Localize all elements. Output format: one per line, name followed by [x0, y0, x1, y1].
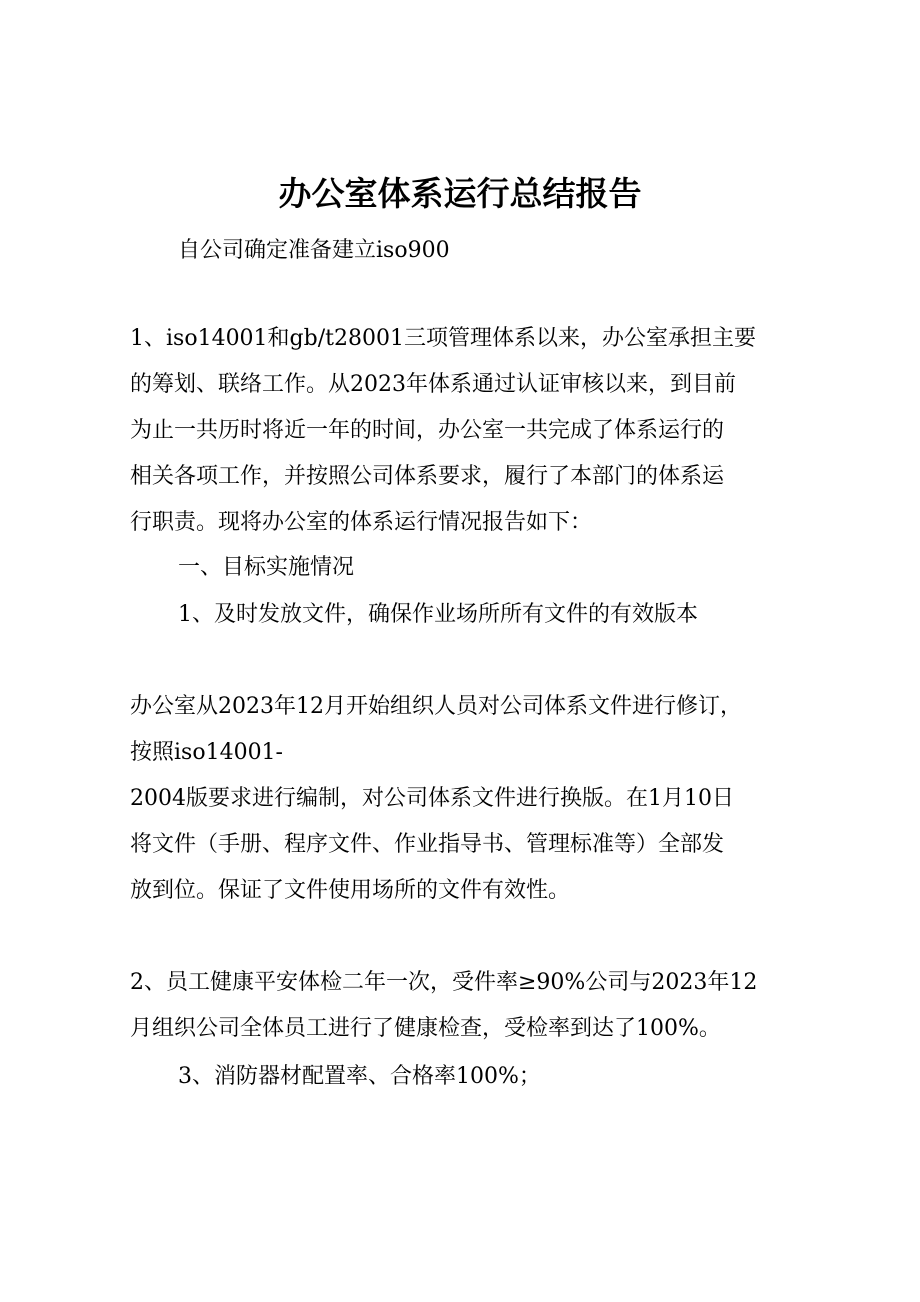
subtitle-line: [130, 228, 843, 274]
paragraph-line: 的筹划、联络工作。从2023年体系通过认证审核以来，到目前: [130, 372, 736, 397]
paragraph-line: 1、iso14001和gb/t28001三项管理体系以来，办公室承担主要: [130, 326, 756, 351]
item-heading: [130, 592, 843, 638]
document-title: 办公室体系运行总结报告: [278, 174, 642, 213]
paragraph-line: 按照iso14001-: [130, 740, 283, 765]
section-heading: [130, 545, 843, 591]
item-heading-text: 1、及时发放文件，确保作业场所所有文件的有效版本: [178, 602, 698, 627]
paragraph-revision: [130, 684, 795, 914]
paragraph-line: 放到位。保证了文件使用场所的文件有效性。: [130, 878, 571, 903]
item-text: 3、消防器材配置率、合格率100%；: [178, 1064, 541, 1089]
paragraph-line: 行职责。现将办公室的体系运行情况报告如下：: [130, 510, 593, 535]
paragraph-line: 2004版要求进行编制，对公司体系文件进行换版。在1月10日: [130, 786, 734, 811]
paragraph-line: 为止一共历时将近一年的时间，办公室一共完成了体系运行的: [130, 418, 725, 443]
subtitle-text: 自公司确定准备建立iso900: [178, 238, 450, 263]
paragraph-line: 将文件（手册、程序文件、作业指导书、管理标准等）全部发: [130, 832, 725, 857]
paragraph-line: 相关各项工作，并按照公司体系要求，履行了本部门的体系运: [130, 464, 725, 489]
paragraph-health: [130, 960, 795, 1052]
item-fire-equipment: [130, 1054, 843, 1100]
section-heading-text: 一、目标实施情况: [178, 555, 355, 580]
paragraph-intro: [130, 316, 795, 546]
paragraph-line: 2、员工健康平安体检二年一次，受件率≥90%公司与2023年12: [130, 970, 758, 995]
paragraph-line: 办公室从2023年12月开始组织人员对公司体系文件进行修订，: [130, 694, 742, 719]
paragraph-line: 月组织公司全体员工进行了健康检查，受检率到达了100%。: [130, 1016, 721, 1041]
